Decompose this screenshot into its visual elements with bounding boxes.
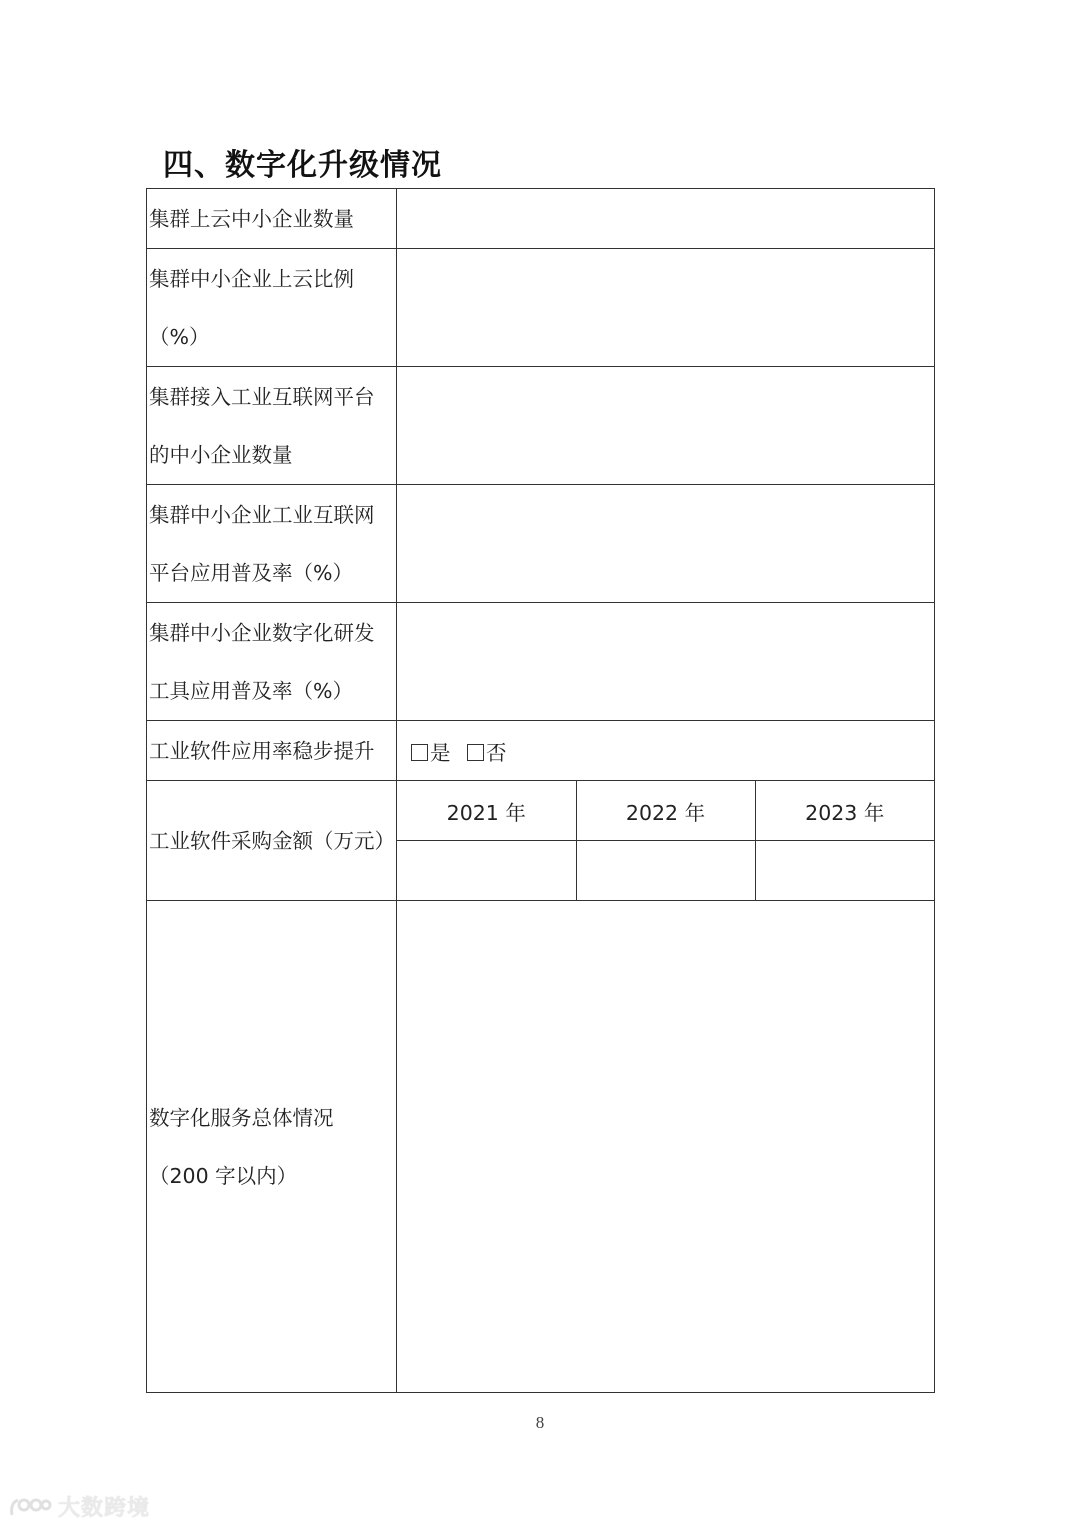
row-value-field[interactable] xyxy=(397,603,935,721)
row-label xyxy=(147,189,397,249)
summary-label xyxy=(147,901,397,1393)
purchase-year-header-row xyxy=(397,781,934,841)
row-label xyxy=(147,367,397,485)
row-label xyxy=(147,603,397,721)
option-no-label: 否 xyxy=(486,740,507,765)
row-label-line: 的中小企业数量 xyxy=(149,442,293,467)
form-row xyxy=(147,189,935,249)
summary-label-line: 数字化服务总体情况 xyxy=(149,1105,334,1130)
summary-text-field[interactable] xyxy=(397,901,935,1393)
section-title: 四、数字化升级情况 xyxy=(163,148,442,183)
form-row xyxy=(147,249,935,367)
summary-row xyxy=(147,901,935,1393)
checkbox-no[interactable] xyxy=(467,744,484,761)
watermark-text: 大数跨境 xyxy=(58,1496,151,1521)
year-header-2023: 2023 年 xyxy=(755,781,934,841)
row-label-line: 集群中小企业数字化研发 xyxy=(149,620,375,645)
purchase-values xyxy=(397,781,935,901)
purchase-row xyxy=(147,781,935,901)
row-label-line: 工具应用普及率（%） xyxy=(149,678,353,703)
row-label-line: （%） xyxy=(149,324,210,349)
purchase-amount-row xyxy=(397,841,934,901)
row-label-line: 集群中小企业上云比例 xyxy=(149,266,354,291)
software-rate-label: 工业软件应用率稳步提升 xyxy=(147,721,397,781)
software-rate-options xyxy=(397,721,935,781)
row-value-field[interactable] xyxy=(397,367,935,485)
checkbox-yes[interactable] xyxy=(411,744,428,761)
row-value-field[interactable] xyxy=(397,249,935,367)
row-label-line: 平台应用普及率（%） xyxy=(149,560,353,585)
form-row xyxy=(147,367,935,485)
row-label-line: 集群中小企业工业互联网 xyxy=(149,502,375,527)
summary-label-line: （200 字以内） xyxy=(149,1163,298,1188)
watermark-logo-icon xyxy=(8,1495,52,1519)
option-no[interactable] xyxy=(467,736,507,766)
form-row xyxy=(147,485,935,603)
row-value-field[interactable] xyxy=(397,485,935,603)
row-value-field[interactable] xyxy=(397,189,935,249)
year-header-2022: 2022 年 xyxy=(576,781,755,841)
row-label xyxy=(147,249,397,367)
purchase-year-table xyxy=(397,781,934,900)
software-rate-row xyxy=(147,721,935,781)
amount-field-2021[interactable] xyxy=(397,841,576,901)
option-yes[interactable] xyxy=(411,736,451,766)
watermark xyxy=(8,1491,150,1522)
option-yes-label: 是 xyxy=(430,740,451,765)
row-label xyxy=(147,485,397,603)
amount-field-2023[interactable] xyxy=(755,841,934,901)
purchase-label: 工业软件采购金额（万元） xyxy=(147,781,397,901)
row-label-line: 集群上云中小企业数量 xyxy=(149,206,354,231)
amount-field-2022[interactable] xyxy=(576,841,755,901)
year-header-2021: 2021 年 xyxy=(397,781,576,841)
page-number: 8 xyxy=(535,1413,545,1432)
digital-upgrade-form-table xyxy=(146,188,935,1393)
form-row xyxy=(147,603,935,721)
row-label-line: 集群接入工业互联网平台 xyxy=(149,384,375,409)
